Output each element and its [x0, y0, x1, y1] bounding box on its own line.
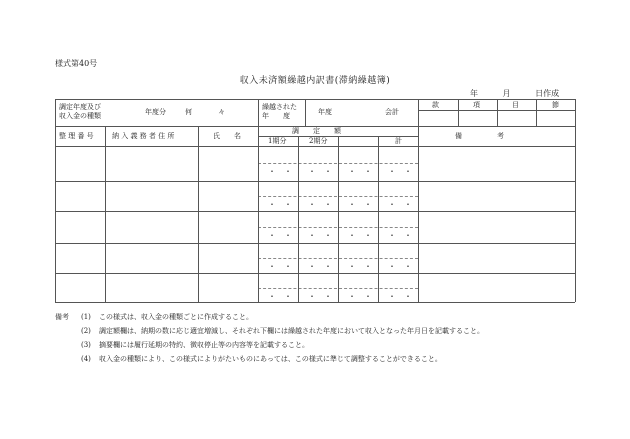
column-divider — [258, 99, 259, 302]
date-placeholder: ・ ・ — [268, 262, 292, 271]
col-address-header: 納 入 義 務 者 住 所 — [112, 132, 175, 140]
date-placeholder: ・ ・ — [308, 262, 332, 271]
column-divider — [198, 126, 199, 302]
date-placeholder: ・ ・ — [268, 231, 292, 240]
col-number-header: 整 理 番 号 — [59, 132, 94, 140]
nani-label: 何 — [185, 108, 192, 116]
column-divider — [418, 99, 419, 302]
date-month: 月 — [502, 89, 511, 98]
column-divider — [305, 99, 306, 126]
table-bottom-border — [55, 302, 575, 303]
date-placeholder: ・ ・ — [388, 167, 412, 176]
date-placeholder: ・ ・ — [308, 200, 332, 209]
column-header-bottom — [55, 146, 575, 147]
col-period2-header: 2期分 — [309, 137, 328, 145]
column-divider — [338, 136, 339, 302]
column-divider — [458, 99, 459, 126]
column-divider — [497, 99, 498, 126]
note-text: この様式は、収入金の種類ごとに作成すること。 — [99, 313, 253, 321]
row-separator — [55, 243, 575, 244]
note-text: 摘要欄には履行延期の特約、徴収停止等の内容等を記載すること。 — [99, 341, 309, 349]
col-total-header: 計 — [395, 137, 402, 145]
nendo-label: 年度 — [318, 108, 332, 116]
document-title: 収入未済額繰越内訳書(滞納繰越簿) — [239, 76, 391, 86]
column-divider — [105, 126, 106, 302]
year-portion-label: 年度分 — [145, 108, 166, 116]
date-placeholder: ・ ・ — [268, 167, 292, 176]
setsu-label: 節 — [552, 101, 559, 109]
col-name-header: 氏 名 — [213, 132, 241, 140]
date-year: 年 — [470, 89, 478, 98]
date-placeholder: ・ ・ — [348, 167, 372, 176]
table-right-border — [575, 99, 576, 302]
moku-label: 目 — [512, 101, 519, 109]
creation-date — [470, 88, 559, 99]
kaikei-label: 会計 — [385, 108, 399, 116]
date-placeholder: ・ ・ — [388, 200, 412, 209]
row-separator — [55, 211, 575, 212]
column-divider — [536, 99, 537, 126]
table-left-border — [55, 99, 56, 302]
note-number: (1) — [81, 313, 91, 321]
note-text: 調定額欄は、納期の数に応じ適宜増減し、それぞれ下欄には繰越された年度において収入となった年月日を記載すること。 — [99, 327, 484, 335]
col-assessed-header: 調 定 額 — [292, 127, 341, 135]
date-placeholder: ・ ・ — [268, 292, 292, 301]
date-placeholder: ・ ・ — [388, 231, 412, 240]
date-placeholder: ・ ・ — [308, 167, 332, 176]
date-placeholder: ・ ・ — [348, 231, 372, 240]
form-number: 様式第40号 — [55, 59, 98, 68]
date-day: 日作成 — [535, 89, 560, 98]
date-placeholder: ・ ・ — [388, 292, 412, 301]
column-divider — [298, 136, 299, 302]
date-placeholder: ・ ・ — [308, 292, 332, 301]
note-number: (4) — [81, 355, 91, 363]
kou-label: 項 — [473, 101, 480, 109]
kan-label: 款 — [432, 101, 439, 109]
notes-label: 備考 — [55, 313, 69, 321]
date-placeholder: ・ ・ — [348, 262, 372, 271]
row-separator — [55, 273, 575, 274]
fiscal-year-label: 調定年度及び 収入金の種類 — [59, 103, 101, 120]
date-placeholder: ・ ・ — [388, 262, 412, 271]
note-number: (3) — [81, 341, 91, 349]
date-placeholder: ・ ・ — [348, 200, 372, 209]
col-period1-header: 1期分 — [268, 137, 287, 145]
note-number: (2) — [81, 327, 91, 335]
note-text: 収入金の種類により、この様式によりがたいものにあっては、この様式に準じて調整することができること。 — [99, 355, 442, 363]
date-placeholder: ・ ・ — [308, 231, 332, 240]
column-divider — [378, 136, 379, 302]
date-placeholder: ・ ・ — [268, 200, 292, 209]
col-remarks-header: 備 考 — [455, 132, 504, 140]
date-placeholder: ・ ・ — [348, 292, 372, 301]
row-separator — [55, 181, 575, 182]
carried-year-label: 繰越された 年 度 — [262, 103, 297, 120]
repeat-mark: 々 — [218, 108, 225, 116]
